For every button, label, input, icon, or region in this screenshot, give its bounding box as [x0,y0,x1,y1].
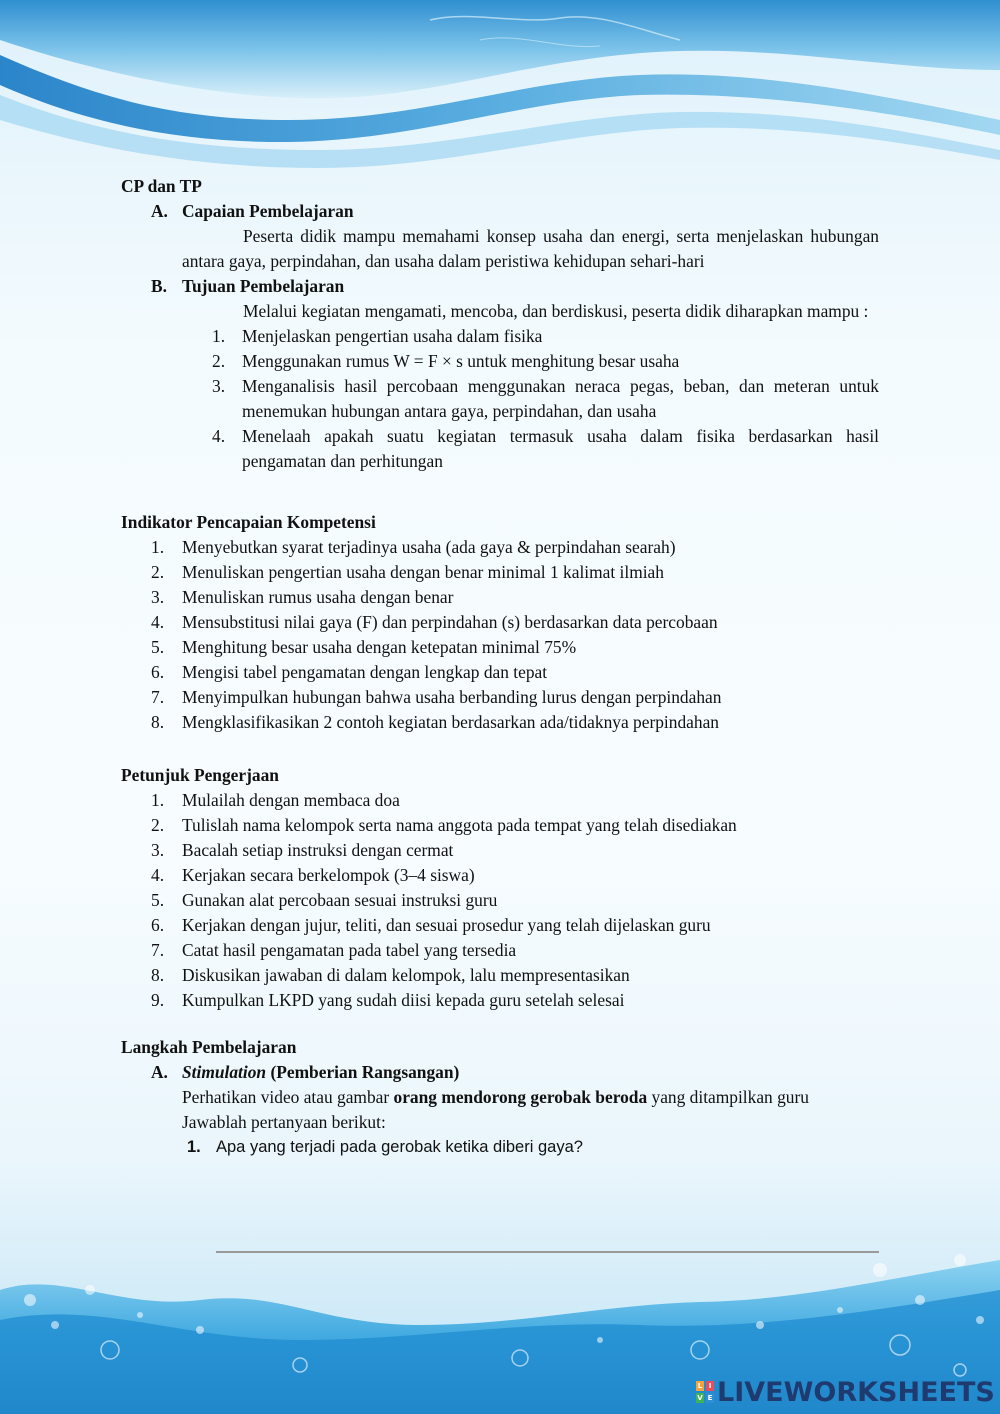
list-item: 6. Kerjakan dengan jujur, teliti, dan sesuai prosedur yang telah dijelaskan guru [151,915,711,935]
list-item: 1. Menyebutkan syarat terjadinya usaha (ada gaya & perpindahan searah) [151,537,676,557]
liveworksheets-logo-text: LIVEWORKSHEETS [717,1376,995,1408]
list-item: 5. Gunakan alat percobaan sesuai instruksi guru [151,890,498,910]
list-item: 3. Menganalisis hasil percobaan menggunakan neraca pegas, beban, dan meteran untuk menemukan hubungan antara gaya, perpindahan, dan usaha [212,376,879,421]
tujuan-heading [121,274,879,299]
list-item: 4. Menelaah apakah suatu kegiatan termasuk usaha dalam fisika berdasarkan hasil pengamatan dan perhitungan [212,426,879,471]
list-item: 2. Tulislah nama kelompok serta nama anggota pada tempat yang telah disediakan [151,815,737,835]
list-item: 5. Menghitung besar usaha dengan ketepatan minimal 75% [151,637,577,657]
list-item: 4. Kerjakan secara berkelompok (3–4 siswa) [151,865,475,885]
top-wave-decoration [0,0,1000,200]
cp-tp-title: CP dan TP [121,176,202,196]
list-item: 3. Bacalah setiap instruksi dengan cermat [151,840,454,860]
liveworksheets-logo-icon: L I V E [697,1382,713,1402]
list-item: 8. Diskusikan jawaban di dalam kelompok, lalu mempresentasikan [151,965,630,985]
liveworksheets-logo [696,1375,995,1409]
stimulation-prompt: Jawablah pertanyaan berikut: [182,1112,386,1132]
stimulation-heading-text [182,1060,459,1085]
capaian-heading-text: Capaian Pembelajaran [182,201,354,221]
tujuan-intro: Melalui kegiatan mengamati, mencoba, dan berdiskusi, peserta didik diharapkan mampu : [243,301,869,321]
petunjuk-list [121,788,879,1013]
stimulation-letter: A. [151,1062,168,1082]
indikator-title: Indikator Pencapaian Kompetensi [121,512,376,532]
stimulation-text: Perhatikan video atau gambar orang mendorong gerobak beroda yang ditampilkan guru [182,1087,809,1107]
capaian-letter: A. [151,201,168,221]
stimulation-heading-rest: (Pemberian Rangsangan) [266,1062,460,1082]
list-item: 3. Menuliskan rumus usaha dengan benar [151,587,454,607]
answer-line[interactable] [216,1251,879,1253]
stimulation-heading-italic: Stimulation [182,1062,267,1082]
capaian-heading [121,199,879,224]
stimulation-emphasis: orang mendorong gerobak beroda [393,1087,648,1107]
list-item: 4. Mensubstitusi nilai gaya (F) dan perpindahan (s) berdasarkan data percobaan [151,612,718,632]
list-item: 8. Mengklasifikasikan 2 contoh kegiatan berdasarkan ada/tidaknya perpindahan [151,712,719,732]
list-item: 7. Catat hasil pengamatan pada tabel yang tersedia [151,940,517,960]
list-item: 7. Menyimpulkan hubungan bahwa usaha berbanding lurus dengan perpindahan [151,687,722,707]
question-number: 1. [187,1138,201,1156]
list-item: 6. Mengisi tabel pengamatan dengan lengkap dan tepat [151,662,548,682]
capaian-text: Peserta didik mampu memahami konsep usaha dan energi, serta menjelaskan hubungan antara gaya, perpindahan, dan usaha dalam peristiwa kehidupan sehari-hari [182,226,879,271]
list-item: 2. Menggunakan rumus W = F × s untuk menghitung besar usaha [212,351,680,371]
list-item: 1. Mulailah dengan membaca doa [151,790,400,810]
list-item: 9. Kumpulkan LKPD yang sudah diisi kepada guru setelah selesai [151,990,625,1010]
stimulation-heading [121,1060,879,1085]
tujuan-letter: B. [151,276,167,296]
list-item: 1. Menjelaskan pengertian usaha dalam fisika [212,326,543,346]
indikator-list [121,535,879,735]
tujuan-list [121,324,879,474]
document-body [121,174,879,1160]
question-1 [121,1135,879,1160]
langkah-title: Langkah Pembelajaran [121,1037,297,1057]
question-text: Apa yang terjadi pada gerobak ketika diberi gaya? [216,1138,583,1156]
petunjuk-title: Petunjuk Pengerjaan [121,765,279,785]
list-item: 2. Menuliskan pengertian usaha dengan benar minimal 1 kalimat ilmiah [151,562,664,582]
tujuan-heading-text: Tujuan Pembelajaran [182,276,345,296]
